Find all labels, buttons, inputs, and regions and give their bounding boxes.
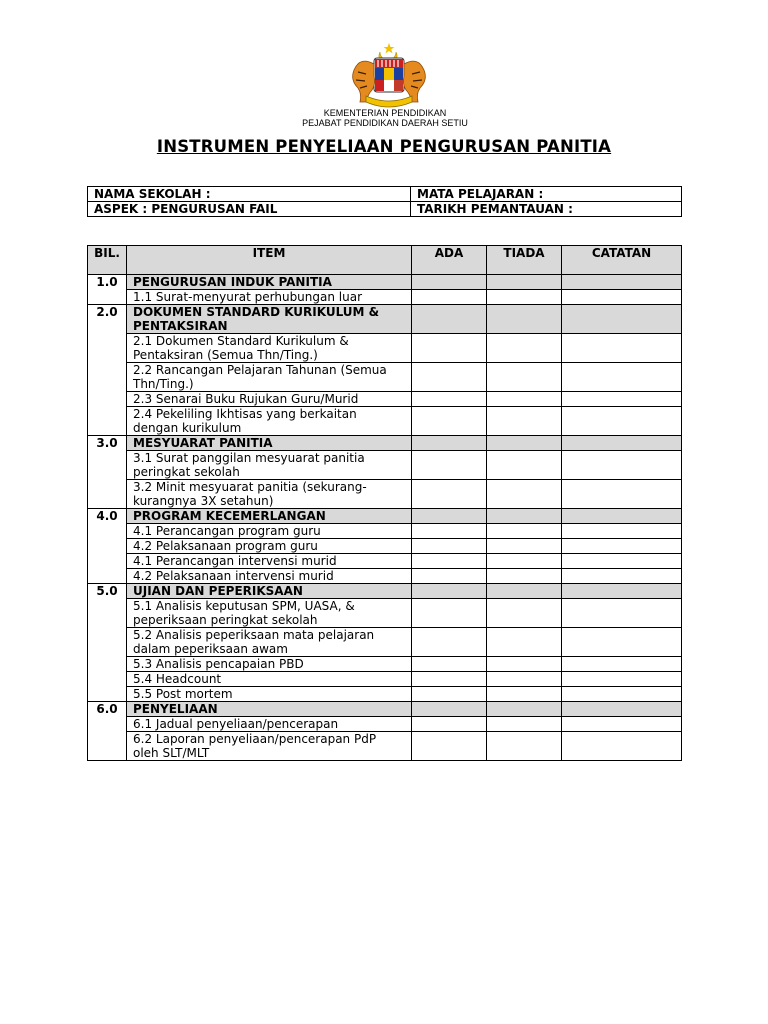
catatan-cell[interactable] [562,599,682,628]
district-office-name: PEJABAT PENDIDIKAN DAERAH SETIU [302,118,468,128]
header-ada: ADA [412,246,487,275]
section-row [88,702,682,717]
section-number: 4.0 [88,509,127,524]
bil-cell [88,480,127,509]
bil-cell [88,599,127,628]
section-number: 6.0 [88,702,127,717]
tiada-cell[interactable] [487,569,562,584]
page-title: INSTRUMEN PENYELIAAN PENGURUSAN PANITIA [156,137,612,156]
tiada-cell[interactable] [487,717,562,732]
catatan-cell[interactable] [562,672,682,687]
catatan-cell[interactable] [562,717,682,732]
ada-cell[interactable] [412,334,487,363]
bil-cell [88,392,127,407]
section-title: DOKUMEN STANDARD KURIKULUM & PENTAKSIRAN [127,305,412,334]
item-text: 5.2 Analisis peperiksaan mata pelajaran dalam peperiksaan awam [127,628,412,657]
malaysia-coat-of-arms-logo [344,42,434,108]
bil-cell [88,539,127,554]
catatan-cell[interactable] [562,451,682,480]
section-title: PROGRAM KECEMERLANGAN [127,509,412,524]
item-text: 5.1 Analisis keputusan SPM, UASA, & peperiksaan peringkat sekolah [127,599,412,628]
ada-cell[interactable] [412,305,487,334]
ada-cell[interactable] [412,657,487,672]
ada-cell[interactable] [412,702,487,717]
catatan-cell[interactable] [562,480,682,509]
table-row [88,334,682,363]
ada-cell[interactable] [412,569,487,584]
table-row [88,554,682,569]
header-bil: BIL. [88,246,127,275]
catatan-cell[interactable] [562,524,682,539]
catatan-cell[interactable] [562,305,682,334]
catatan-cell[interactable] [562,569,682,584]
section-title: PENGURUSAN INDUK PANITIA [127,275,412,290]
monitoring-date-label: TARIKH PEMANTAUAN : [411,202,682,217]
tiada-cell[interactable] [487,628,562,657]
header-tiada: TIADA [487,246,562,275]
catatan-cell[interactable] [562,554,682,569]
table-row [88,599,682,628]
table-row [88,451,682,480]
catatan-cell[interactable] [562,407,682,436]
catatan-cell[interactable] [562,687,682,702]
ada-cell[interactable] [412,584,487,599]
table-row [88,407,682,436]
ada-cell[interactable] [412,407,487,436]
ada-cell[interactable] [412,275,487,290]
item-text: 3.1 Surat panggilan mesyuarat panitia peringkat sekolah [127,451,412,480]
tiada-cell[interactable] [487,290,562,305]
tiada-cell[interactable] [487,334,562,363]
section-title: PENYELIAAN [127,702,412,717]
table-row [88,480,682,509]
section-row [88,275,682,290]
bil-cell [88,569,127,584]
bil-cell [88,717,127,732]
ada-cell[interactable] [412,717,487,732]
item-text: 1.1 Surat-menyurat perhubungan luar [127,290,412,305]
tiada-cell[interactable] [487,363,562,392]
checklist-table [87,245,682,761]
ada-cell[interactable] [412,290,487,305]
table-row [88,290,682,305]
ada-cell[interactable] [412,732,487,761]
catatan-cell[interactable] [562,290,682,305]
tiada-cell[interactable] [487,672,562,687]
section-number: 5.0 [88,584,127,599]
table-row [88,524,682,539]
catatan-cell[interactable] [562,392,682,407]
bil-cell [88,554,127,569]
item-text: 5.4 Headcount [127,672,412,687]
item-text: 2.2 Rancangan Pelajaran Tahunan (Semua Thn/Ting.) [127,363,412,392]
tiada-cell[interactable] [487,480,562,509]
section-number: 1.0 [88,275,127,290]
tiada-cell[interactable] [487,451,562,480]
catatan-cell[interactable] [562,702,682,717]
item-text: 6.1 Jadual penyeliaan/pencerapan [127,717,412,732]
catatan-cell[interactable] [562,436,682,451]
header-catatan: CATATAN [562,246,682,275]
bil-cell [88,524,127,539]
ada-cell[interactable] [412,687,487,702]
item-text: 5.3 Analisis pencapaian PBD [127,657,412,672]
table-row [88,687,682,702]
tiada-cell[interactable] [487,657,562,672]
item-text: 3.2 Minit mesyuarat panitia (sekurang-kurangnya 3X setahun) [127,480,412,509]
item-text: 2.3 Senarai Buku Rujukan Guru/Murid [127,392,412,407]
table-row [88,569,682,584]
tiada-cell[interactable] [487,539,562,554]
catatan-cell[interactable] [562,732,682,761]
tiada-cell[interactable] [487,305,562,334]
bil-cell [88,334,127,363]
school-name-label: NAMA SEKOLAH : [88,187,411,202]
catatan-cell[interactable] [562,334,682,363]
section-number: 2.0 [88,305,127,334]
section-row [88,509,682,524]
table-row [88,717,682,732]
table-row [88,392,682,407]
bil-cell [88,451,127,480]
tiada-cell[interactable] [487,687,562,702]
tiada-cell[interactable] [487,392,562,407]
section-row [88,584,682,599]
ada-cell[interactable] [412,509,487,524]
tiada-cell[interactable] [487,554,562,569]
table-row [88,732,682,761]
ada-cell[interactable] [412,436,487,451]
item-text: 4.1 Perancangan intervensi murid [127,554,412,569]
ministry-name: KEMENTERIAN PENDIDIKAN [323,108,447,118]
bil-cell [88,732,127,761]
header-item: ITEM [127,246,412,275]
catatan-cell[interactable] [562,275,682,290]
bil-cell [88,657,127,672]
bil-cell [88,687,127,702]
tiada-cell[interactable] [487,584,562,599]
tiada-cell[interactable] [487,436,562,451]
catatan-cell[interactable] [562,509,682,524]
section-row [88,305,682,334]
table-row [88,628,682,657]
item-text: 4.1 Perancangan program guru [127,524,412,539]
tiada-cell[interactable] [487,275,562,290]
item-text: 4.2 Pelaksanaan program guru [127,539,412,554]
section-title: UJIAN DAN PEPERIKSAAN [127,584,412,599]
tiada-cell[interactable] [487,407,562,436]
aspect-label: ASPEK : PENGURUSAN FAIL [88,202,411,217]
ada-cell[interactable] [412,392,487,407]
table-row [88,363,682,392]
item-text: 6.2 Laporan penyeliaan/pencerapan PdP oleh SLT/MLT [127,732,412,761]
bil-cell [88,407,127,436]
bil-cell [88,290,127,305]
ada-cell[interactable] [412,628,487,657]
table-row [88,539,682,554]
bil-cell [88,363,127,392]
catatan-cell[interactable] [562,657,682,672]
section-number: 3.0 [88,436,127,451]
ada-cell[interactable] [412,480,487,509]
ada-cell[interactable] [412,554,487,569]
section-title: MESYUARAT PANITIA [127,436,412,451]
ada-cell[interactable] [412,599,487,628]
item-text: 4.2 Pelaksanaan intervensi murid [127,569,412,584]
info-table [87,186,682,217]
tiada-cell[interactable] [487,509,562,524]
catatan-cell[interactable] [562,539,682,554]
ada-cell[interactable] [412,524,487,539]
ada-cell[interactable] [412,672,487,687]
ada-cell[interactable] [412,363,487,392]
catatan-cell[interactable] [562,584,682,599]
tiada-cell[interactable] [487,702,562,717]
item-text: 2.4 Pekeliling Ikhtisas yang berkaitan dengan kurikulum [127,407,412,436]
ada-cell[interactable] [412,451,487,480]
table-row [88,657,682,672]
subject-label: MATA PELAJARAN : [411,187,682,202]
bil-cell [88,628,127,657]
ada-cell[interactable] [412,539,487,554]
item-text: 5.5 Post mortem [127,687,412,702]
tiada-cell[interactable] [487,732,562,761]
table-header-row [88,246,682,275]
catatan-cell[interactable] [562,363,682,392]
tiada-cell[interactable] [487,599,562,628]
catatan-cell[interactable] [562,628,682,657]
section-row [88,436,682,451]
tiada-cell[interactable] [487,524,562,539]
table-row [88,672,682,687]
item-text: 2.1 Dokumen Standard Kurikulum & Pentaksiran (Semua Thn/Ting.) [127,334,412,363]
bil-cell [88,672,127,687]
